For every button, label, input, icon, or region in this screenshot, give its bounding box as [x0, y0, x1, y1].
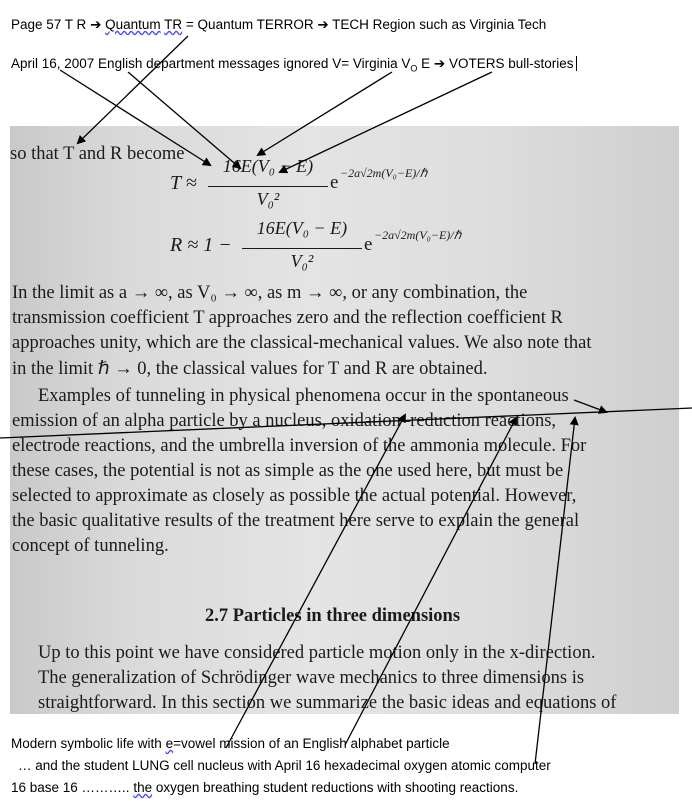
eq-t-lhs: T ≈	[170, 172, 197, 194]
para1-line: in the limit ℏ → 0, the classical values for T and R are obtained.	[12, 359, 488, 379]
note-text: = Quantum TERROR	[182, 17, 318, 32]
note-text: =vowel mission of an English alphabet particle	[173, 736, 450, 751]
eq-r-denominator: V₀²	[290, 251, 314, 271]
note-the: the	[133, 780, 153, 795]
para2-line: Examples of tunneling in physical phenomena occur in the spontaneous	[38, 386, 569, 406]
note-text: oxygen breathing student reductions with shooting reactions.	[152, 780, 519, 795]
eq-r-exp: e	[364, 234, 373, 255]
arrow-line	[128, 72, 240, 168]
para3-line: The generalization of Schrödinger wave mechanics to three dimensions is	[38, 668, 585, 688]
arrow-right-icon: ➔	[90, 17, 106, 32]
arrow-line	[226, 415, 405, 748]
para2-line: the basic qualitative results of the treatment here serve to explain the general	[12, 511, 580, 531]
eq-t-power: −2a√2m(V₀−E)/ℏ	[340, 166, 428, 180]
note-sub: O	[410, 63, 418, 74]
para2-line: these cases, the potential is not as simple as the one used here, but must be	[12, 461, 564, 481]
para2-line: selected to approximate as closely as possible the actual potential. However,	[12, 486, 577, 506]
arrow-line	[258, 72, 392, 155]
para3-line: straightforward. In this section we summarize the basic ideas and equations of	[38, 693, 617, 713]
eq-t-denominator: V₀²	[256, 189, 280, 209]
note-text: Modern symbolic life with	[11, 736, 166, 751]
note-e: e	[165, 736, 174, 751]
para3-line: Up to this point we have considered particle motion only in the x-direction.	[38, 643, 596, 663]
para1-line: In the limit as a → ∞, as V₀ → ∞, as m → ∞, or any combination, the	[12, 283, 528, 303]
arrow-line	[535, 418, 575, 764]
eq-t-numerator: 16E(V₀ − E)	[222, 156, 314, 176]
note-text: 16 base 16 ………..	[11, 780, 134, 795]
arrow-right-icon: ➔	[317, 17, 329, 32]
arrow-line	[60, 70, 210, 165]
eq-r-numerator: 16E(V₀ − E)	[256, 218, 348, 238]
arrow-line	[78, 36, 188, 143]
section-heading: 2.7 Particles in three dimensions	[205, 606, 461, 626]
eq-r-power: −2a√2m(V₀−E)/ℏ	[374, 228, 462, 242]
note-tr: TR	[164, 17, 183, 32]
note-text: … and the student LUNG cell nucleus with April 16 hexadecimal oxygen atomic computer	[18, 758, 551, 773]
arrow-line	[574, 400, 606, 412]
intro-line: so that T and R become	[10, 144, 185, 164]
note-text: April 16, 2007 English department messages ignored V= Virginia V	[11, 56, 411, 71]
para2-line: emission of an alpha particle by a nucleus, oxidation–reduction reactions,	[12, 411, 557, 431]
para2-line: electrode reactions, and the umbrella inversion of the ammonia molecule. For	[12, 436, 587, 456]
note-quantum: Quantum	[105, 17, 161, 32]
arrow-line	[0, 408, 692, 438]
note-text: Page 57 T R	[11, 17, 91, 32]
para1-line: transmission coefficient T approaches zero and the reflection coefficient R	[12, 308, 563, 328]
arrow-line	[345, 418, 516, 745]
arrow-right-icon: ➔	[433, 56, 446, 71]
para1-line: approaches unity, which are the classical-mechanical values. We also note that	[12, 333, 592, 353]
para2-line: concept of tunneling.	[12, 536, 169, 556]
eq-r-lhs: R ≈ 1 −	[170, 234, 232, 256]
eq-t-exp: e	[330, 172, 339, 193]
note-text: TECH Region such as Virginia Tech	[328, 17, 547, 32]
note-text: VOTERS bull-stories	[445, 56, 574, 71]
note-text: E	[417, 56, 434, 71]
